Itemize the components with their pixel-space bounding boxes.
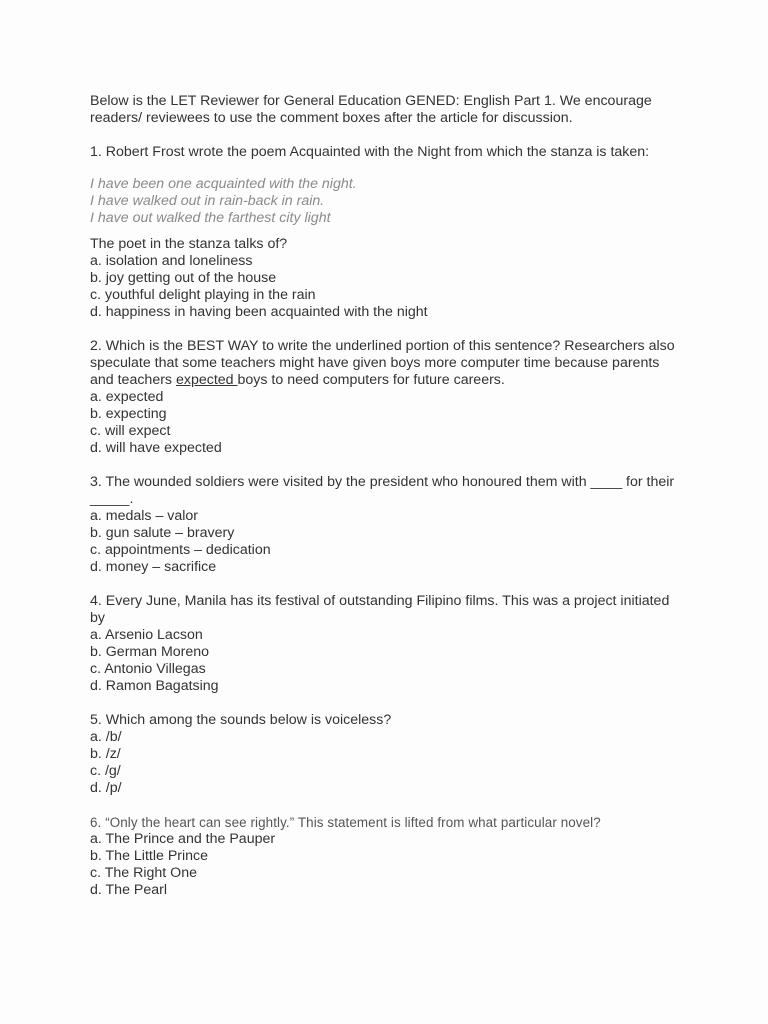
question-2-prompt-end: boys to need computers for future careers.: [237, 372, 505, 388]
answer-option: c. /g/: [90, 763, 121, 779]
answer-option: a. Arsenio Lacson: [90, 627, 203, 643]
answer-option: a. The Prince and the Pauper: [90, 831, 276, 847]
answer-option: c. youthful delight playing in the rain: [90, 287, 316, 303]
poem-stanza: [90, 176, 680, 227]
answer-option: d. /p/: [90, 780, 122, 796]
stanza-line: I have out walked the farthest city light: [90, 210, 331, 226]
answer-option: d. Ramon Bagatsing: [90, 678, 219, 694]
answer-option: c. will expect: [90, 423, 171, 439]
question-2-prompt: [90, 338, 680, 389]
answer-option: b. /z/: [90, 746, 121, 762]
intro-paragraph: Below is the LET Reviewer for General Education GENED: English Part 1. We encourage readers/ reviewees to use the comment boxes after the article for discussion.: [90, 93, 652, 126]
question-5-prompt: 5. Which among the sounds below is voiceless?: [90, 712, 392, 728]
question-1: [90, 144, 680, 321]
stanza-line: I have walked out in rain-back in rain.: [90, 193, 325, 209]
question-1-options: [90, 253, 680, 321]
answer-option: d. money – sacrifice: [90, 559, 217, 575]
answer-option: b. expecting: [90, 406, 167, 422]
answer-option: d. happiness in having been acquainted with the night: [90, 304, 428, 320]
stanza-line: I have been one acquainted with the night.: [90, 176, 357, 192]
question-3-prompt: 3. The wounded soldiers were visited by the president who honoured them with ____ for their _____.: [90, 474, 675, 507]
answer-option: b. gun salute – bravery: [90, 525, 235, 541]
question-4-prompt: 4. Every June, Manila has its festival of outstanding Filipino films. This was a project initiated by: [90, 593, 670, 626]
question-2-prompt-start: 2. Which is the BEST WAY to write the underlined portion of this sentence? Researchers also speculate that some teachers might have given boys more computer time because parents and teachers: [90, 338, 675, 388]
underlined-portion: expected: [175, 372, 238, 388]
question-2: [90, 338, 680, 457]
answer-option: b. The Little Prince: [90, 848, 209, 864]
question-1-prompt: 1. Robert Frost wrote the poem Acquainted with the Night from which the stanza is taken:: [90, 144, 650, 160]
answer-option: c. Antonio Villegas: [90, 661, 206, 677]
question-3: [90, 474, 680, 576]
answer-option: b. joy getting out of the house: [90, 270, 277, 286]
answer-option: a. isolation and loneliness: [90, 253, 253, 269]
question-4: [90, 593, 680, 695]
answer-option: c. appointments – dedication: [90, 542, 271, 558]
question-1-subquestion: The poet in the stanza talks of?: [90, 236, 288, 252]
question-5: [90, 712, 680, 797]
question-6-prompt: 6. “Only the heart can see rightly.” This statement is lifted from what particular novel?: [90, 815, 601, 830]
answer-option: d. The Pearl: [90, 882, 168, 898]
answer-option: a. /b/: [90, 729, 122, 745]
question-6: [90, 814, 680, 899]
answer-option: d. will have expected: [90, 440, 222, 456]
document-body: [90, 93, 680, 916]
answer-option: a. medals – valor: [90, 508, 199, 524]
answer-option: a. expected: [90, 389, 164, 405]
answer-option: c. The Right One: [90, 865, 197, 881]
answer-option: b. German Moreno: [90, 644, 210, 660]
